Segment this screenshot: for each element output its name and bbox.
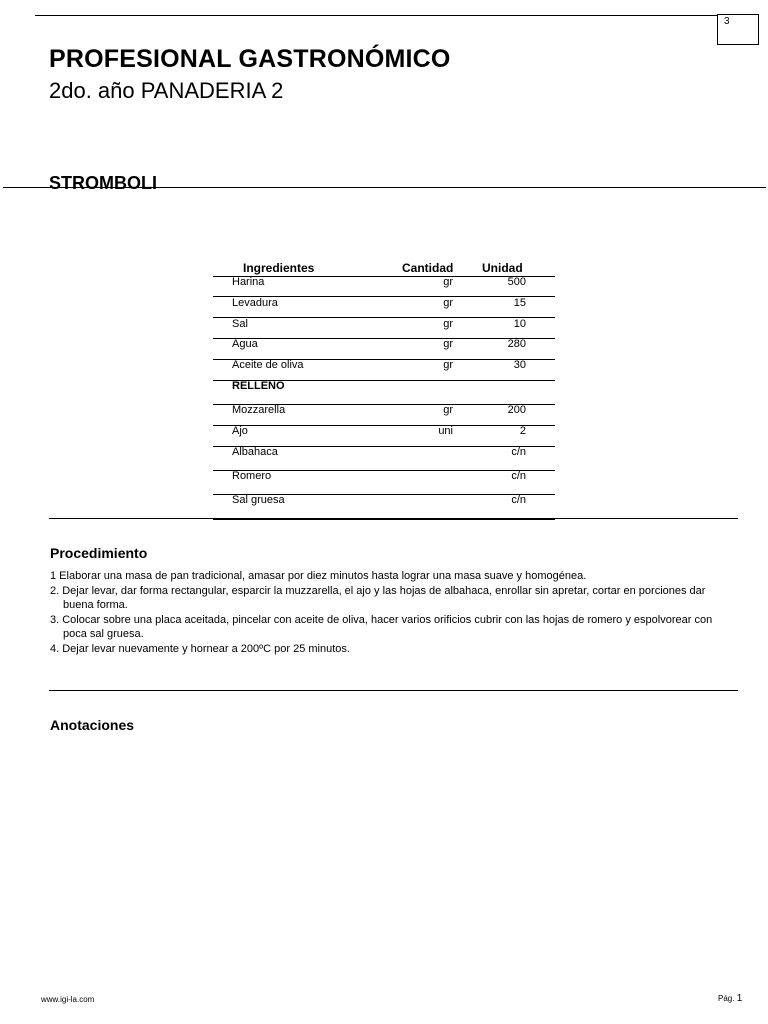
ingredient-name: Harina [232,276,265,288]
ingredient-quantity: c/n [511,470,526,482]
ingredient-quantity: 15 [513,297,526,309]
ingredient-quantity: 30 [513,359,526,371]
procedure-step: 2. Dejar levar, dar forma rectangular, esparcir la muzzarella, el ajo y las hojas de albahaca, enrollar sin apretar, cortar en porciones dar buena forma. [50,584,706,611]
procedure-bottom-rule [49,690,738,691]
recipe-title-rule [3,187,766,188]
page-number-box [717,14,759,45]
ingredient-name: Albahaca [232,446,278,458]
ingredient-name: Aceite de oliva [232,359,304,371]
ingredient-unit: gr [443,318,453,330]
ingredient-unit: gr [443,404,453,416]
header-top-rule [35,15,718,16]
ingredient-quantity: c/n [511,446,526,458]
ingredient-unit: gr [443,359,453,371]
footer-url: www.igi-la.com [41,995,95,1004]
recipe-title: STROMBOLI [49,173,157,193]
ingredient-quantity: c/n [511,494,526,506]
ingredient-quantity: 500 [507,276,526,288]
document-title: PROFESIONAL GASTRONÓMICO [49,45,451,73]
ingredient-unit: gr [443,276,453,288]
ingredient-name: Ajo [232,425,248,437]
column-header-unit: Unidad [482,261,523,275]
ingredient-unit: uni [438,425,453,437]
footer-page-number: 1 [736,993,743,1004]
procedure-title: Procedimiento [50,545,148,561]
procedure-steps [50,569,730,656]
ingredient-name: Sal [232,318,248,330]
column-header-ingredients: Ingredientes [243,261,315,275]
procedure-step: 1 Elaborar una masa de pan tradicional, amasar por diez minutos hasta lograr una masa suave y homogénea. [50,570,587,582]
footer-page-label: Pág. [718,994,735,1003]
ingredient-name: Levadura [232,297,278,309]
procedure-step: 3. Colocar sobre una placa aceitada, pincelar con aceite de oliva, hacer varios orificios cubrir con las hojas de romero y espolvorear con poca sal gruesa. [50,613,713,640]
ingredient-unit: gr [443,338,453,350]
column-header-quantity: Cantidad [402,261,454,275]
ingredient-quantity: 2 [519,425,526,437]
table-section-label: RELLENO [232,380,285,392]
ingredient-quantity: 280 [507,338,526,350]
notes-title: Anotaciones [50,717,135,733]
ingredients-table [213,258,555,520]
ingredient-unit: gr [443,297,453,309]
ingredient-name: Agua [232,338,258,350]
ingredient-quantity: 200 [507,404,526,416]
table-bottom-rule [49,518,738,519]
ingredient-quantity: 10 [513,318,526,330]
footer-page-indicator [718,993,742,1004]
ingredient-name: Romero [232,470,272,482]
page-box-number: 3 [724,16,730,27]
ingredient-name: Sal gruesa [232,494,285,506]
procedure-step: 4. Dejar levar nuevamente y hornear a 200ºC por 25 minutos. [50,642,350,655]
ingredient-name: Mozzarella [232,404,286,416]
document-subtitle: 2do. año PANADERIA 2 [49,78,284,103]
